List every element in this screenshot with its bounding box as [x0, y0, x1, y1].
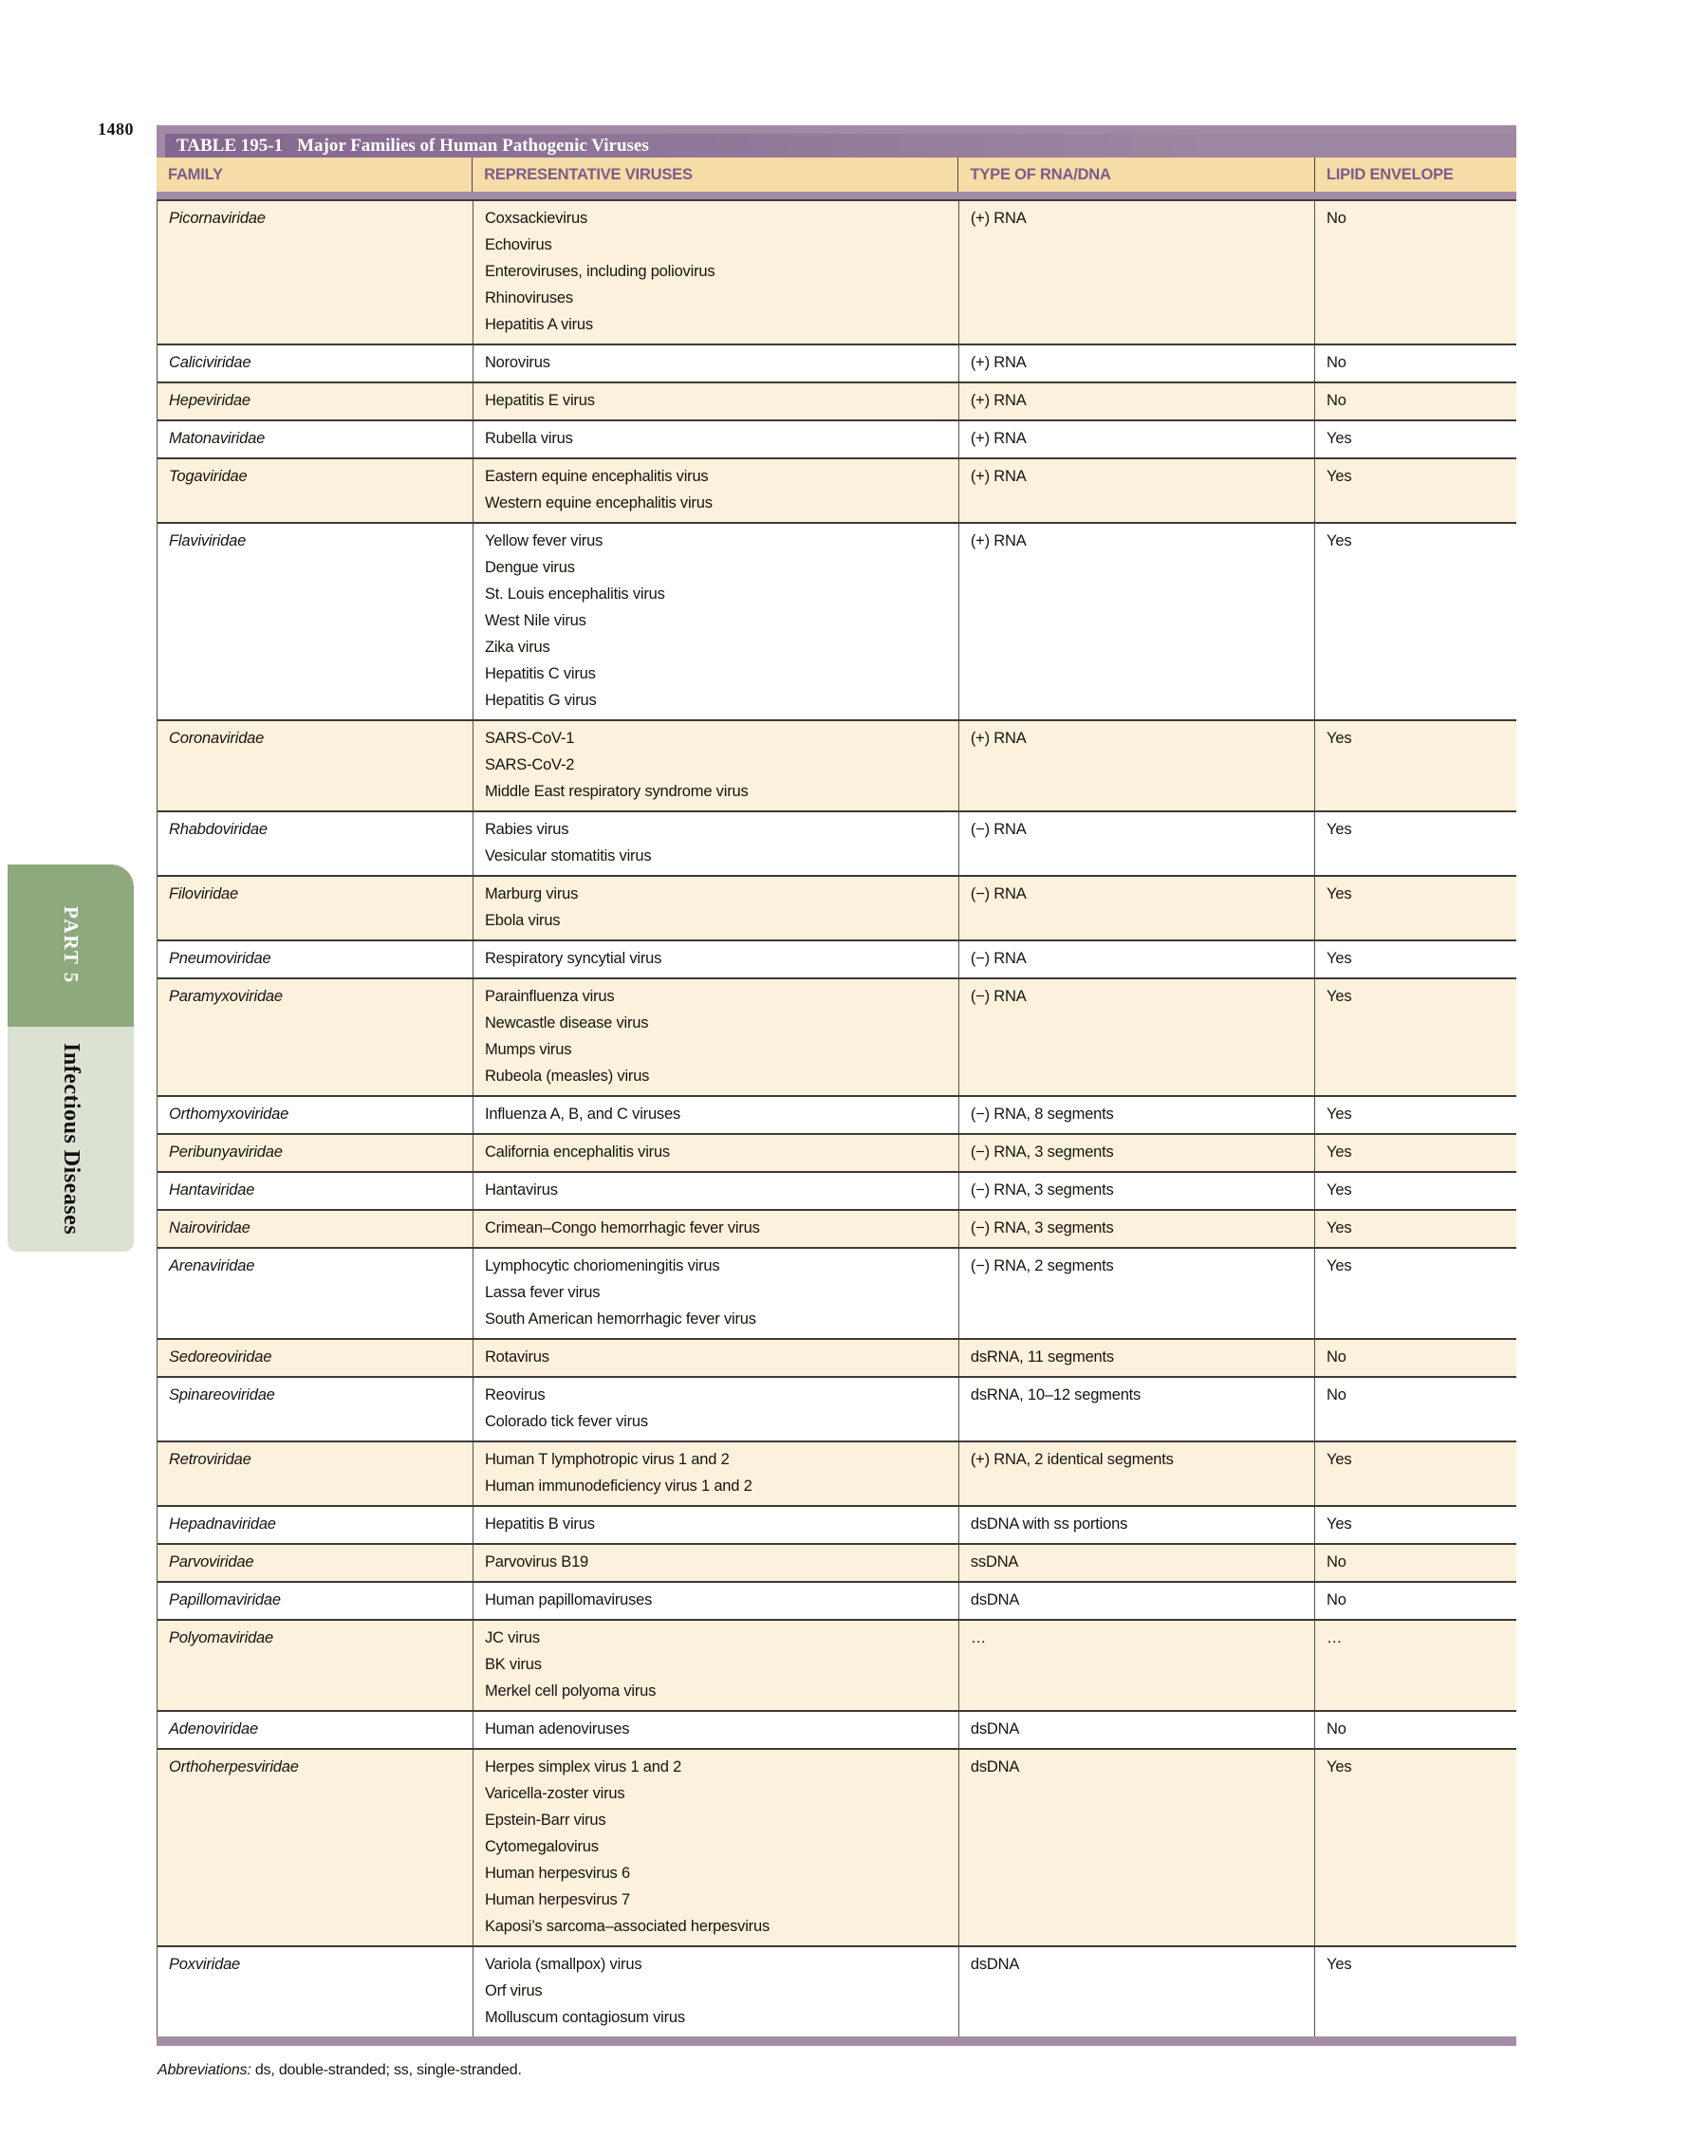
family-name: Adenoviridae: [169, 1720, 258, 1738]
lipid-envelope-cell: Yes: [1327, 1106, 1352, 1123]
family-name: Pneumoviridae: [169, 950, 271, 967]
table-row: [158, 344, 1516, 381]
virus-line: Echovirus: [484, 236, 552, 253]
virus-line: Yellow fever virus: [484, 532, 603, 549]
part-sidebar: [8, 864, 134, 1252]
table-title: [165, 134, 1516, 158]
viruses-cell: [473, 1173, 959, 1209]
family-cell: [158, 1545, 473, 1581]
family-name: Flaviviridae: [169, 532, 247, 549]
rna-dna-type-cell: (+) RNA, 2 identical segments: [959, 1442, 1315, 1505]
virus-line: Human herpesvirus 6: [484, 1865, 630, 1882]
family-name: Picornaviridae: [169, 210, 266, 227]
viruses-cell: [473, 1947, 959, 2036]
rna-dna-type-cell: (+) RNA: [959, 459, 1315, 522]
table-row: [158, 199, 1516, 344]
lipid-envelope-cell: No: [1327, 1386, 1346, 1403]
virus-line: Rubella virus: [484, 430, 573, 447]
family-name: Hantaviridae: [169, 1181, 255, 1199]
family-cell: [158, 383, 473, 419]
viruses-cell: [473, 201, 959, 344]
family-cell: [158, 1583, 473, 1619]
family-name: Papillomaviridae: [169, 1591, 281, 1608]
lipid-envelope-cell: Yes: [1327, 885, 1352, 902]
lipid-envelope-cell: Yes: [1327, 1515, 1352, 1533]
virus-line: Influenza A, B, and C viruses: [484, 1106, 681, 1123]
virus-line: Molluscum contagiosum virus: [484, 2009, 685, 2026]
table-row: [158, 1133, 1516, 1171]
rna-dna-type-cell: dsDNA: [959, 1750, 1315, 1945]
virus-line: Parainfluenza virus: [484, 988, 615, 1005]
family-name: Orthoherpesviridae: [169, 1758, 299, 1775]
rna-dna-type-cell: (−) RNA: [959, 941, 1315, 977]
viruses-cell: [473, 1712, 959, 1748]
rna-dna-type-cell: (+) RNA: [959, 524, 1315, 719]
family-cell: [158, 1442, 473, 1505]
viruses-cell: [473, 812, 959, 875]
lipid-envelope-cell: Yes: [1327, 1451, 1352, 1468]
column-header-lipid-envelope: LIPID ENVELOPE: [1326, 166, 1454, 183]
family-name: Hepadnaviridae: [169, 1515, 276, 1533]
virus-line: Hepatitis G virus: [484, 692, 597, 709]
family-name: Spinareoviridae: [169, 1386, 275, 1403]
family-cell: [158, 345, 473, 381]
rna-dna-type-cell: (−) RNA: [959, 812, 1315, 875]
virus-line: Hepatitis C virus: [484, 665, 596, 682]
family-cell: [158, 1097, 473, 1133]
viruses-cell: [473, 524, 959, 719]
rna-dna-type-cell: dsDNA with ss portions: [959, 1507, 1315, 1543]
virus-line: SARS-CoV-1: [484, 730, 575, 747]
column-header-family: FAMILY: [157, 158, 473, 192]
virus-line: Reovirus: [484, 1386, 546, 1403]
viruses-cell: [473, 1583, 959, 1619]
rna-dna-type-cell: dsDNA: [959, 1947, 1315, 2036]
virus-line: Variola (smallpox) virus: [484, 1956, 642, 1973]
lipid-envelope-cell: Yes: [1327, 1758, 1352, 1775]
family-name: Poxviridae: [169, 1956, 241, 1973]
rna-dna-type-cell: dsDNA: [959, 1583, 1315, 1619]
virus-line: Human herpesvirus 7: [484, 1891, 630, 1908]
table-row: [158, 1710, 1516, 1748]
family-cell: [158, 524, 473, 719]
virus-line: Parvovirus B19: [484, 1553, 589, 1571]
virus-line: Hantavirus: [484, 1181, 558, 1199]
virus-line: Orf virus: [484, 1982, 543, 1999]
rna-dna-type-cell: (−) RNA, 2 segments: [959, 1249, 1315, 1338]
rna-dna-type-cell: (−) RNA: [959, 877, 1315, 939]
virus-line: Hepatitis A virus: [484, 316, 593, 333]
table-row: [158, 1171, 1516, 1209]
virus-line: West Nile virus: [484, 612, 586, 629]
table-row: [158, 810, 1516, 875]
rna-dna-type-cell: (+) RNA: [959, 201, 1315, 344]
lipid-envelope-cell: Yes: [1327, 730, 1352, 747]
virus-line: South American hemorrhagic fever virus: [484, 1310, 756, 1328]
family-cell: [158, 1712, 473, 1748]
family-name: Parvoviridae: [169, 1553, 254, 1571]
lipid-envelope-cell: Yes: [1327, 468, 1352, 485]
table-row: [158, 939, 1516, 977]
virus-line: Eastern equine encephalitis virus: [484, 468, 709, 485]
viruses-cell: [473, 1507, 959, 1543]
virus-line: Enteroviruses, including poliovirus: [484, 263, 715, 280]
lipid-envelope-cell: Yes: [1327, 1219, 1352, 1236]
lipid-envelope-cell: Yes: [1327, 950, 1352, 967]
viruses-cell: [473, 1135, 959, 1171]
rna-dna-type-cell: (+) RNA: [959, 345, 1315, 381]
viruses-cell: [473, 941, 959, 977]
lipid-envelope-cell: Yes: [1327, 1257, 1352, 1274]
viruses-cell: [473, 1545, 959, 1581]
viruses-cell: [473, 345, 959, 381]
virus-line: SARS-CoV-2: [484, 756, 575, 773]
lipid-envelope-cell: No: [1327, 1591, 1346, 1608]
family-cell: [158, 1340, 473, 1376]
virus-line: Human T lymphotropic virus 1 and 2: [484, 1451, 730, 1468]
lipid-envelope-cell: Yes: [1327, 430, 1352, 447]
family-cell: [158, 1378, 473, 1440]
viruses-cell: [473, 1211, 959, 1247]
viruses-cell: [473, 979, 959, 1095]
virus-line: Kaposi’s sarcoma–associated herpesvirus: [484, 1918, 770, 1935]
family-cell: [158, 812, 473, 875]
virus-line: Mumps virus: [484, 1041, 572, 1058]
table-row: [158, 1440, 1516, 1505]
virus-line: Norovirus: [484, 354, 550, 371]
table-row: [158, 977, 1516, 1095]
table-row: [158, 1376, 1516, 1440]
family-cell: [158, 1249, 473, 1338]
virus-line: Cytomegalovirus: [484, 1838, 599, 1855]
section-label: Infectious Diseases: [59, 1043, 84, 1236]
family-name: Caliciviridae: [169, 354, 251, 371]
lipid-envelope-cell: Yes: [1327, 1143, 1352, 1161]
rna-dna-type-cell: (−) RNA, 3 segments: [959, 1211, 1315, 1247]
virus-line: Hepatitis B virus: [484, 1515, 595, 1533]
family-cell: [158, 877, 473, 939]
virus-line: Vesicular stomatitis virus: [484, 847, 652, 864]
family-name: Polyomaviridae: [169, 1629, 274, 1646]
viruses-cell: [473, 1249, 959, 1338]
table-row: [158, 1338, 1516, 1376]
rna-dna-type-cell: (+) RNA: [959, 383, 1315, 419]
header-divider-strip: [157, 192, 1516, 199]
part-label: PART 5: [60, 906, 83, 985]
lipid-envelope-cell: Yes: [1327, 1956, 1352, 1973]
family-cell: [158, 941, 473, 977]
rna-dna-type-cell: dsRNA, 10–12 segments: [959, 1378, 1315, 1440]
family-cell: [158, 1135, 473, 1171]
virus-line: Rabies virus: [484, 821, 569, 838]
rna-dna-type-cell: dsRNA, 11 segments: [959, 1340, 1315, 1376]
viruses-cell: [473, 1340, 959, 1376]
family-name: Matonaviridae: [169, 430, 266, 447]
family-name: Rhabdoviridae: [169, 821, 268, 838]
virus-line: BK virus: [484, 1656, 542, 1673]
family-cell: [158, 1750, 473, 1945]
viruses-cell: [473, 1097, 959, 1133]
table-row: [158, 1543, 1516, 1581]
table-row: [158, 1247, 1516, 1338]
rna-dna-type-cell: (−) RNA, 8 segments: [959, 1097, 1315, 1133]
table-row: [158, 719, 1516, 810]
viruses-cell: [473, 421, 959, 457]
virus-line: Zika virus: [484, 639, 550, 656]
family-cell: [158, 1507, 473, 1543]
virus-line: Hepatitis E virus: [484, 392, 595, 409]
virus-line: Colorado tick fever virus: [484, 1413, 648, 1430]
viruses-cell: [473, 1442, 959, 1505]
virus-line: California encephalitis virus: [484, 1143, 670, 1161]
rna-dna-type-cell: (−) RNA, 3 segments: [959, 1173, 1315, 1209]
table-row: [158, 1748, 1516, 1945]
virus-line: Rhinoviruses: [484, 289, 573, 307]
table-bottom-bar: [157, 2036, 1516, 2046]
virus-line: Western equine encephalitis virus: [484, 494, 713, 511]
virus-line: Dengue virus: [484, 559, 575, 576]
virus-line: Varicella-zoster virus: [484, 1785, 625, 1802]
table-row: [158, 1209, 1516, 1247]
table-header-row: [157, 158, 1516, 192]
virus-line: Crimean–Congo hemorrhagic fever virus: [484, 1219, 760, 1236]
family-cell: [158, 201, 473, 344]
table-row: [158, 875, 1516, 939]
family-name: Filoviridae: [169, 885, 238, 902]
virus-line: Respiratory syncytial virus: [484, 950, 662, 967]
column-header-representative-viruses: REPRESENTATIVE VIRUSES: [473, 158, 958, 192]
section-tab: [8, 1027, 134, 1252]
table-title-bar: [157, 125, 1516, 158]
part-tab: [8, 864, 134, 1027]
family-name: Nairoviridae: [169, 1219, 251, 1236]
lipid-envelope-cell: No: [1327, 392, 1346, 409]
viruses-cell: [473, 1378, 959, 1440]
table-title-text: Major Families of Human Pathogenic Viruses: [297, 136, 649, 156]
table-row: [158, 457, 1516, 522]
rna-dna-type-cell: (−) RNA, 3 segments: [959, 1135, 1315, 1171]
table-row: [158, 1581, 1516, 1619]
table-row: [158, 381, 1516, 419]
virus-line: Epstein-Barr virus: [484, 1812, 606, 1829]
rna-dna-type-cell: (+) RNA: [959, 721, 1315, 810]
family-cell: [158, 1211, 473, 1247]
rna-dna-type-cell: ssDNA: [959, 1545, 1315, 1581]
lipid-envelope-cell: Yes: [1327, 821, 1352, 838]
lipid-envelope-cell: Yes: [1327, 1181, 1352, 1199]
family-cell: [158, 979, 473, 1095]
virus-line: St. Louis encephalitis virus: [484, 585, 665, 603]
family-name: Orthomyxoviridae: [169, 1106, 289, 1123]
lipid-envelope-cell: Yes: [1327, 988, 1352, 1005]
virus-families-table: [157, 125, 1516, 2079]
table-footnote: [158, 2062, 1516, 2079]
viruses-cell: [473, 1750, 959, 1945]
family-cell: [158, 459, 473, 522]
table-number: TABLE 195-1: [176, 136, 284, 156]
family-name: Hepeviridae: [169, 392, 251, 409]
virus-line: Human immunodeficiency virus 1 and 2: [484, 1478, 752, 1495]
rna-dna-type-cell: (+) RNA: [959, 421, 1315, 457]
virus-line: Middle East respiratory syndrome virus: [484, 783, 749, 800]
lipid-envelope-cell: No: [1327, 1553, 1346, 1571]
column-header-type-of-rna-dna: TYPE OF RNA/DNA: [958, 158, 1314, 192]
virus-line: Lymphocytic choriomeningitis virus: [484, 1257, 720, 1274]
virus-line: Merkel cell polyoma virus: [484, 1682, 657, 1700]
viruses-cell: [473, 459, 959, 522]
virus-line: Lassa fever virus: [484, 1284, 601, 1301]
lipid-envelope-cell: No: [1327, 210, 1346, 227]
lipid-envelope-cell: No: [1327, 354, 1346, 371]
footnote-label: Abbreviations:: [158, 2062, 251, 2078]
table-row: [158, 1619, 1516, 1710]
family-name: Sedoreoviridae: [169, 1348, 272, 1366]
virus-line: Rotavirus: [484, 1348, 549, 1366]
family-name: Arenaviridae: [169, 1257, 255, 1274]
lipid-envelope-cell: …: [1327, 1629, 1343, 1646]
family-name: Paramyxoviridae: [169, 988, 283, 1005]
virus-line: Newcastle disease virus: [484, 1014, 649, 1032]
viruses-cell: [473, 721, 959, 810]
virus-line: Coxsackievirus: [484, 210, 588, 227]
family-name: Coronaviridae: [169, 730, 265, 747]
virus-line: Marburg virus: [484, 885, 579, 902]
rna-dna-type-cell: dsDNA: [959, 1712, 1315, 1748]
table-row: [158, 522, 1516, 719]
family-name: Peribunyaviridae: [169, 1143, 283, 1161]
viruses-cell: [473, 877, 959, 939]
viruses-cell: [473, 1621, 959, 1710]
lipid-envelope-cell: Yes: [1327, 532, 1352, 549]
family-cell: [158, 1947, 473, 2036]
virus-line: Herpes simplex virus 1 and 2: [484, 1758, 682, 1775]
virus-line: Human papillomaviruses: [484, 1591, 653, 1608]
footnote-text: ds, double-stranded; ss, single-stranded.: [254, 2062, 522, 2078]
family-cell: [158, 721, 473, 810]
family-name: Togaviridae: [169, 468, 248, 485]
table-body: [157, 199, 1516, 2036]
page-number: 1480: [98, 120, 134, 139]
virus-line: Human adenoviruses: [484, 1720, 630, 1738]
lipid-envelope-cell: No: [1327, 1720, 1346, 1738]
virus-line: Ebola virus: [484, 912, 561, 929]
table-row: [158, 1095, 1516, 1133]
virus-line: JC virus: [484, 1629, 540, 1646]
family-cell: [158, 421, 473, 457]
family-cell: [158, 1621, 473, 1710]
rna-dna-type-cell: …: [959, 1621, 1315, 1710]
table-row: [158, 1505, 1516, 1543]
virus-line: Rubeola (measles) virus: [484, 1068, 650, 1085]
lipid-envelope-cell: No: [1327, 1348, 1346, 1366]
rna-dna-type-cell: (−) RNA: [959, 979, 1315, 1095]
table-row: [158, 419, 1516, 457]
family-name: Retroviridae: [169, 1451, 251, 1468]
table-row: [158, 1945, 1516, 2036]
viruses-cell: [473, 383, 959, 419]
family-cell: [158, 1173, 473, 1209]
